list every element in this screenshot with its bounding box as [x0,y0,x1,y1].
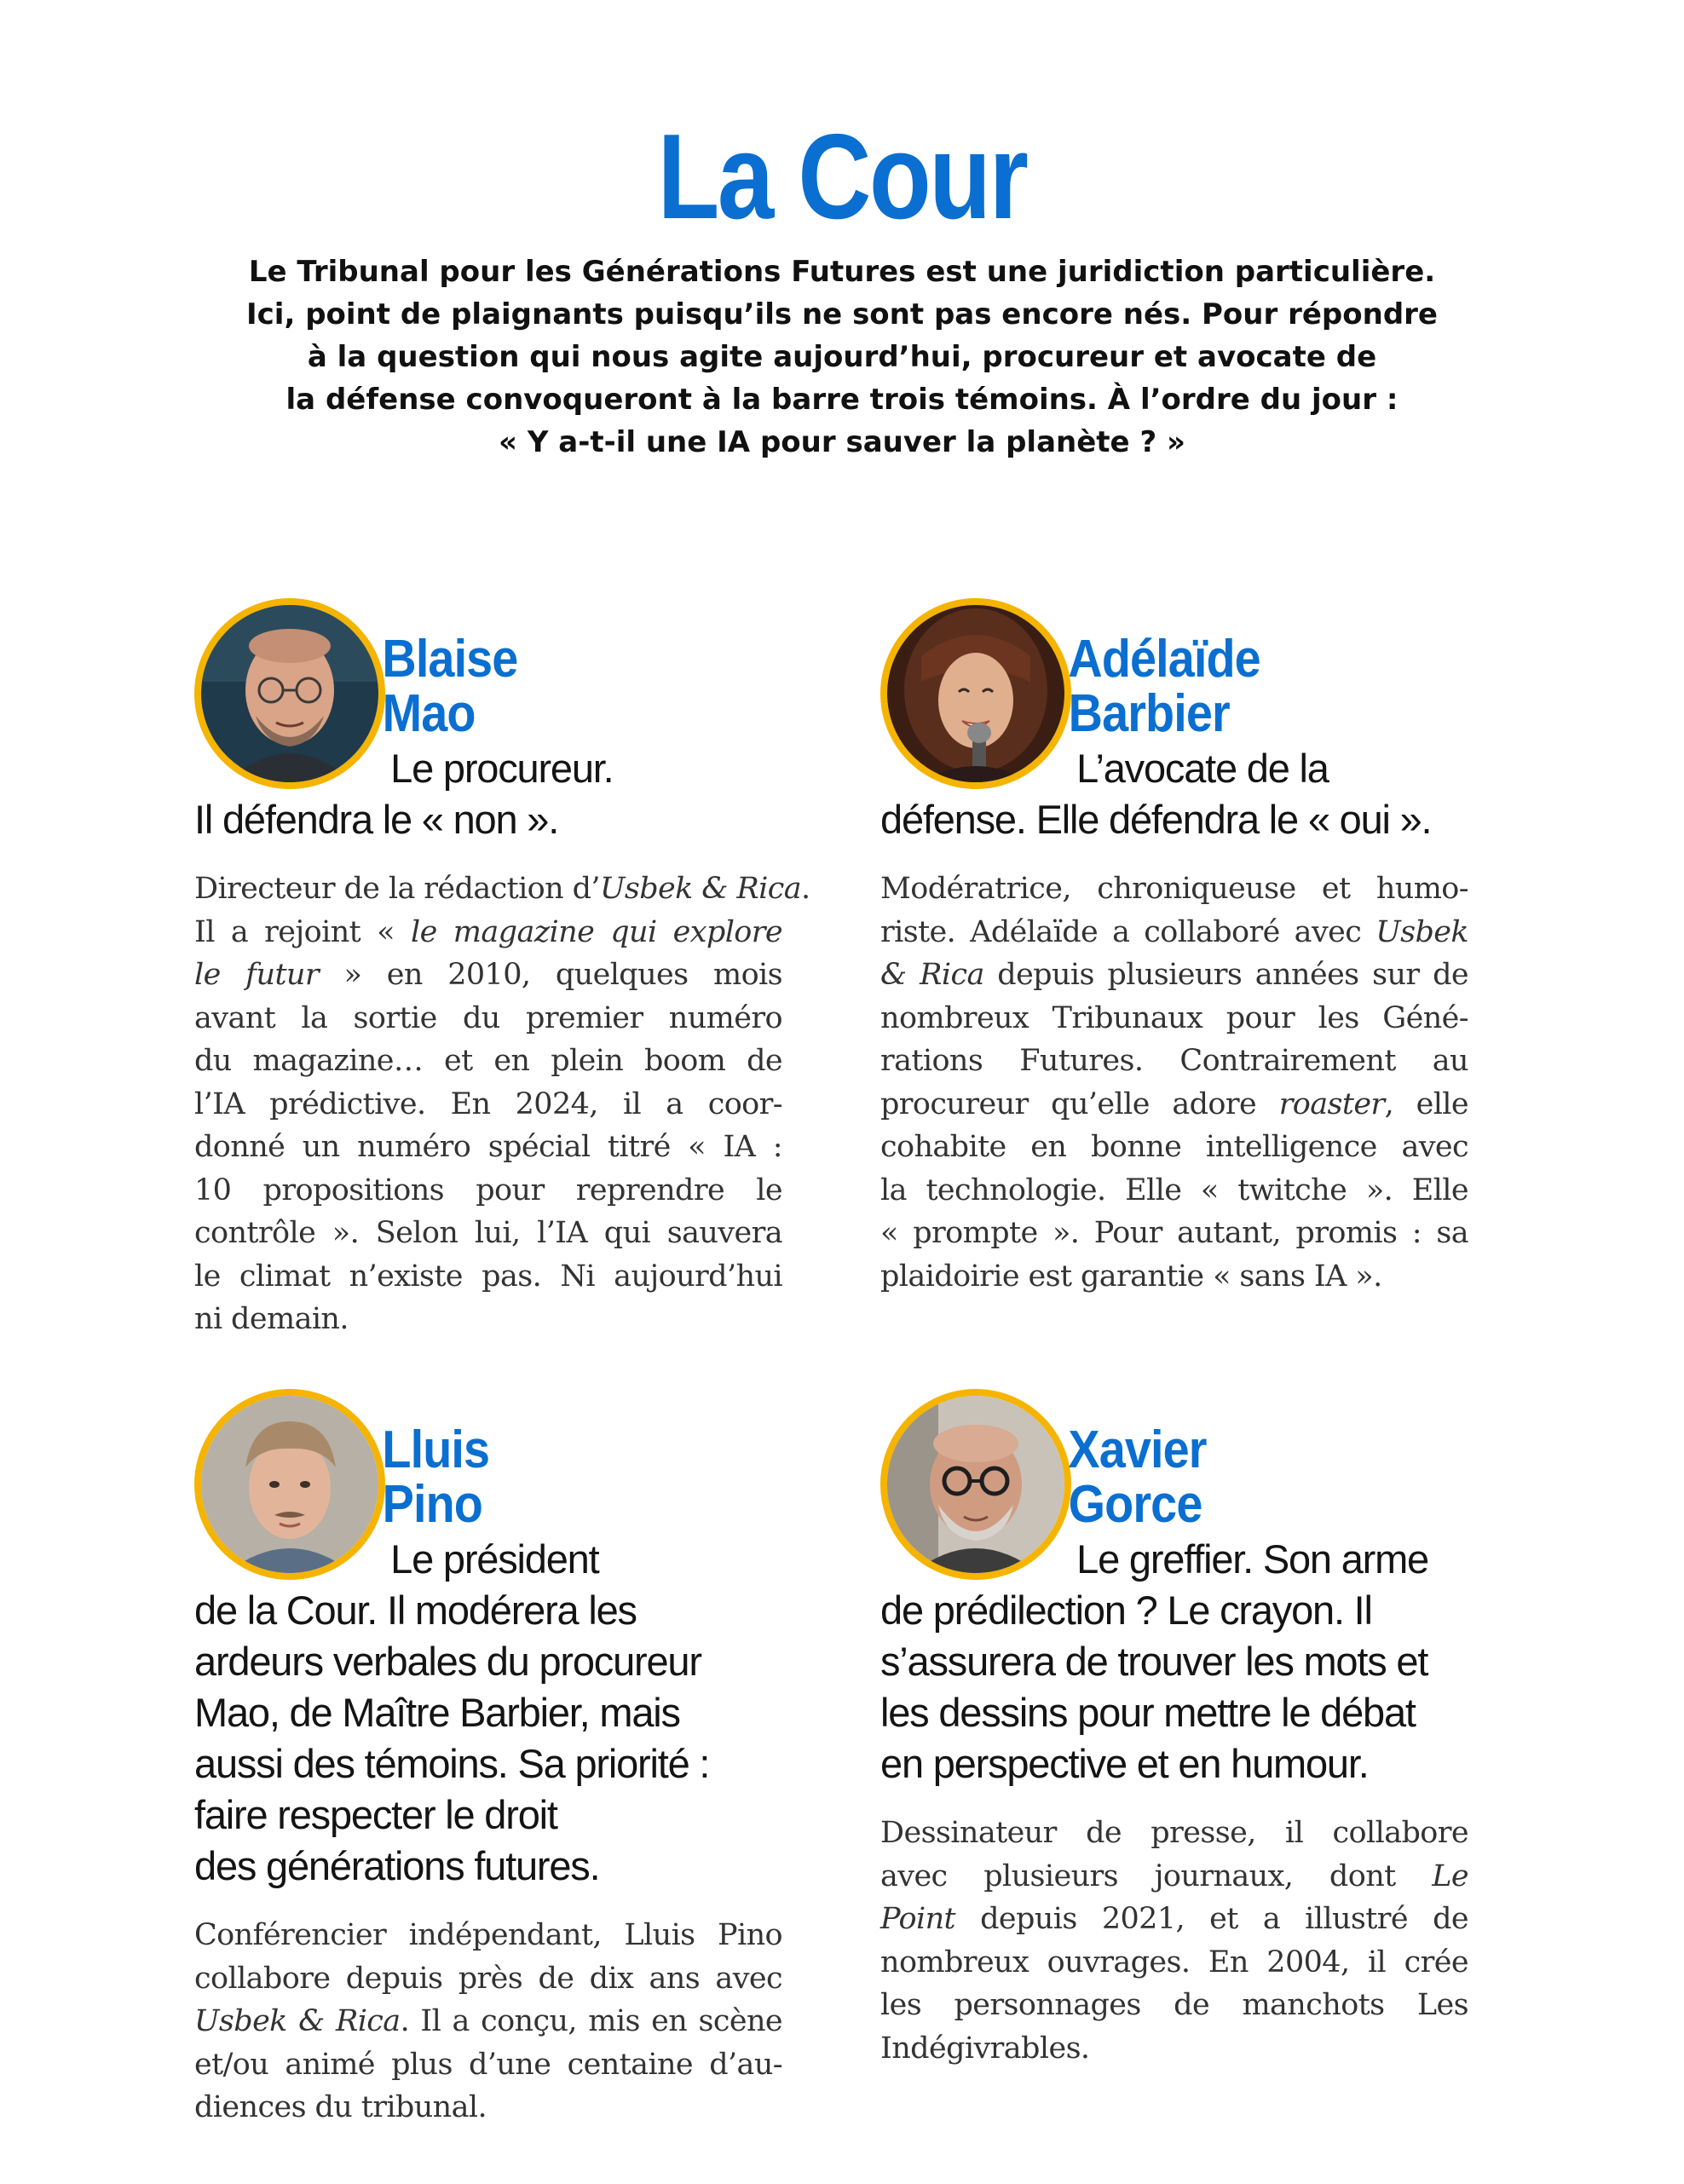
bio-line: plaidoirie est garantie « sans IA ». [880,1259,1382,1294]
person-name [194,632,731,741]
role-line: les dessins pour mettre le débat [880,1690,1416,1735]
person-bio [194,867,810,1341]
last-name: Pino [382,1475,482,1534]
role-line: en perspective et en humour. [880,1741,1369,1786]
role-line: faire respecter le droit [194,1792,557,1837]
intro-line: à la question qui nous agite aujourd’hui, procureur et avocate de [307,340,1377,374]
first-name: Xavier [1068,1420,1207,1479]
person-bio [880,1812,1468,2070]
role-line: Il défendra le « non ». [194,797,559,842]
person-bio [194,1914,782,2129]
bio-line: ni demain. [194,1302,349,1336]
bio-line: collabore depuis près de dix ans avec [194,1961,782,1996]
last-name: Gorce [1068,1475,1202,1534]
bio-line: diences du tribunal. [194,2090,487,2124]
bio-line: l’IA prédictive. En 2024, il a coor- [194,1086,782,1121]
person-card-adelaide-barbier [880,598,1477,1298]
bio-line: donné un numéro spécial titré « IA : [194,1130,782,1164]
bio-line: 10 propositions pour reprendre le [194,1173,782,1207]
intro-line: Ici, point de plaignants puisqu’ils ne sont pas encore nés. Pour répondre [245,297,1438,331]
role-line: L’avocate de la [1076,746,1329,791]
person-role [194,1534,791,1892]
bio-line: Point depuis 2021, et a illustré de [880,1902,1468,1936]
bio-line: procureur qu’elle adore roaster, elle [880,1086,1469,1121]
person-name [880,1420,1417,1534]
intro-line: « Y a-t-il une IA pour sauver la planète ? » [499,425,1185,459]
bio-line: la technologie. Elle « twitche ». Elle [880,1173,1468,1207]
intro-line: Le Tribunal pour les Générations Futures est une juridiction particulière. [248,255,1436,289]
role-line: ardeurs verbales du procureur [194,1639,701,1684]
bio-line: cohabite en bonne intelligence avec [880,1130,1468,1164]
first-name: Adélaïde [1068,630,1260,689]
role-line: Le greffier. Son arme [1076,1536,1428,1582]
bio-line: Modératrice, chroniqueuse et humo- [880,872,1468,906]
role-line: de prédilection ? Le crayon. Il [880,1588,1372,1633]
bio-line: Directeur de la rédaction d’Usbek & Rica. [194,872,810,906]
intro-line: la défense convoqueront à la barre trois témoins. À l’ordre du jour : [285,383,1399,417]
role-line: Mao, de Maître Barbier, mais [194,1690,680,1735]
bio-line: les personnages de manchots Les [880,1988,1468,2022]
bio-line: avant la sortie du premier numéro [194,1000,782,1035]
role-line: des générations futures. [194,1843,600,1888]
bio-line: & Rica depuis plusieurs années sur de [880,958,1468,992]
bio-line: riste. Adélaïde a collaboré avec Usbek [880,914,1468,949]
bio-line: Il a rejoint « le magazine qui explore [194,914,782,949]
last-name: Mao [382,684,476,743]
person-card-lluis-pino [194,1389,791,2129]
bio-line: du magazine… et en plein boom de [194,1044,782,1078]
bio-line: Dessinateur de presse, il collabore [880,1816,1468,1850]
page-title: La Cour [657,109,1027,245]
bio-line: le futur » en 2010, quelques mois [194,958,782,992]
person-card-blaise-mao [194,598,810,1341]
bio-line: nombreux Tribunaux pour les Géné- [880,1000,1468,1035]
intro-paragraph [203,251,1481,464]
role-line: aussi des témoins. Sa priorité : [194,1741,710,1786]
bio-line: rations Futures. Contrairement au [880,1044,1468,1078]
first-name: Blaise [382,630,518,689]
bio-line: Indégivrables. [880,2031,1090,2066]
bio-line: nombreux ouvrages. En 2004, il crée [880,1945,1468,1979]
first-name: Lluis [382,1420,490,1479]
role-line: s’assurera de trouver les mots et [880,1639,1428,1684]
bio-line: Usbek & Rica. Il a conçu, mis en scène [194,2004,782,2038]
bio-line: le climat n’existe pas. Ni aujourd’hui [194,1259,782,1294]
bio-line: avec plusieurs journaux, dont Le [880,1858,1468,1893]
person-card-xavier-gorce [880,1389,1477,2070]
bio-line: et/ou animé plus d’une centaine d’au- [194,2047,782,2082]
role-line: Le procureur. [390,746,614,791]
last-name: Barbier [1068,684,1230,743]
person-bio [880,867,1468,1298]
role-line: de la Cour. Il modérera les [194,1588,637,1633]
bio-line: Conférencier indépendant, Lluis Pino [194,1918,782,1952]
person-name [194,1420,731,1534]
bio-line: contrôle ». Selon lui, l’IA qui sauvera [194,1216,782,1250]
bio-line: « prompte ». Pour autant, promis : sa [880,1216,1468,1250]
role-line: Le président [390,1536,599,1582]
role-line: défense. Elle défendra le « oui ». [880,797,1432,842]
person-name [880,632,1417,741]
